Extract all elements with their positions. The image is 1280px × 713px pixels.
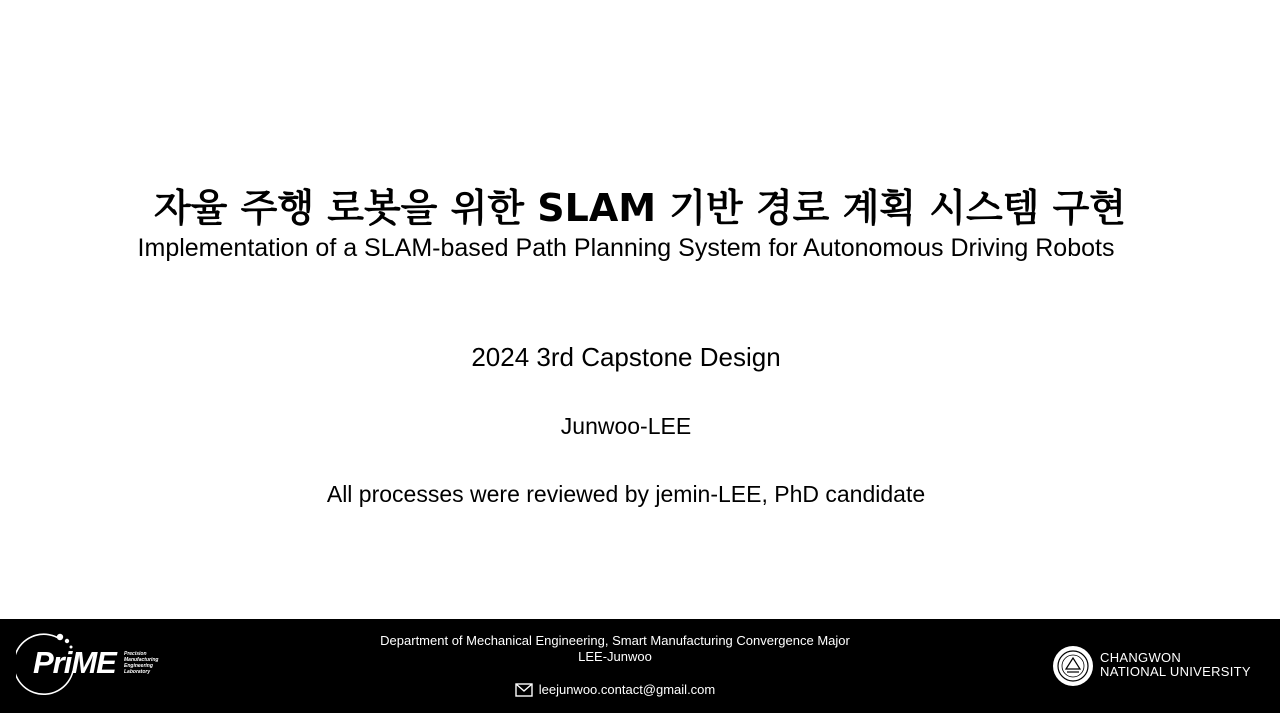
- author-name: Junwoo-LEE: [560, 413, 692, 439]
- prime-subtitle-line: Laboratory: [124, 669, 151, 675]
- university-name-line2: NATIONAL UNIVERSITY: [1100, 664, 1251, 679]
- changwon-university-logo: [1052, 643, 1267, 687]
- title-english: Implementation of a SLAM-based Path Planning System for Autonomous Driving Robots: [137, 234, 1115, 262]
- footer-name: LEE-Junwoo: [578, 649, 652, 664]
- department-text: Department of Mechanical Engineering, Smart Manufacturing Convergence Major: [380, 633, 850, 648]
- review-note: All processes were reviewed by jemin-LEE, PhD candidate: [326, 481, 926, 507]
- footer-contact-block: [330, 633, 900, 665]
- prime-wordmark: PriME: [33, 645, 116, 680]
- university-name: [1100, 651, 1251, 679]
- prime-subtitle: [124, 651, 158, 675]
- email-address[interactable]: leejunwoo.contact@gmail.com: [538, 682, 716, 697]
- prime-subtitle-line: Engineering: [124, 663, 153, 669]
- university-seal-icon: [1052, 645, 1094, 687]
- prime-subtitle-line: Manufacturing: [124, 657, 159, 663]
- prime-subtitle-line: Precision: [124, 651, 147, 657]
- university-name-line1: CHANGWON: [1100, 650, 1182, 665]
- course-label: 2024 3rd Capstone Design: [471, 342, 781, 372]
- footer-bar: [0, 619, 1280, 713]
- prime-lab-logo: [16, 631, 161, 697]
- email-row: [330, 682, 900, 697]
- title-korean: 자율 주행 로봇을 위한 SLAM 기반 경로 계획 시스템 구현: [153, 186, 1127, 230]
- mail-icon: [515, 683, 533, 697]
